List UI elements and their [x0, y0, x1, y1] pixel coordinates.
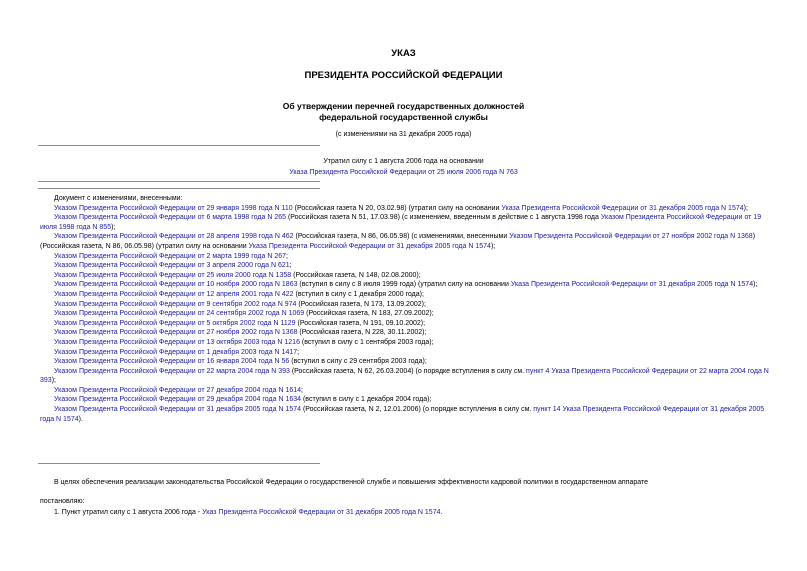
change-item: [40, 348, 770, 358]
change-item: [40, 319, 770, 329]
change-link[interactable]: Указа Президента Российской Федерации от 31 декабря 2005 года N 1574: [501, 204, 744, 212]
change-link[interactable]: Указом Президента Российской Федерации от 24 сентября 2002 года N 1069: [54, 310, 305, 318]
change-link[interactable]: пункт 4 Указа Президента Российской Федерации от 22 марта 2004 года N 393: [40, 367, 769, 385]
change-text: ).: [78, 415, 83, 423]
change-item: [40, 328, 770, 338]
change-item: [40, 261, 770, 271]
change-link[interactable]: пункт 14 Указа Президента Российской Федерации от 31 декабря 2005 года N 1574: [40, 406, 765, 423]
change-link[interactable]: Указом Президента Российской Федерации от 29 января 1998 года N 110: [54, 204, 293, 212]
change-link[interactable]: Указа Президента Российской Федерации от 31 декабря 2005 года N 1574: [510, 281, 754, 289]
change-link[interactable]: Указом Президента Российской Федерации от 12 апреля 2001 года N 422: [54, 290, 294, 298]
change-item: [40, 357, 770, 367]
change-text: );: [490, 242, 496, 250]
change-text: ;: [286, 252, 288, 260]
change-item: [40, 204, 770, 214]
point-1-text: 1. Пункт утратил силу с 1 августа 2006 года -: [54, 509, 203, 516]
change-link[interactable]: Указом Президента Российской Федерации от 9 сентября 2002 года N 974: [54, 300, 297, 308]
change-text: ) (Российская газета, N 86, 06.05.98) (утратил силу на основании: [40, 233, 756, 250]
change-text: ;: [301, 386, 303, 394]
change-text: );: [743, 204, 748, 212]
changes-list: [40, 204, 770, 425]
change-text: (Российская газета, N 62, 26.03.2004) (о порядке вступления в силу см.: [289, 367, 527, 375]
change-link[interactable]: Указом Президента Российской Федерации от 2 марта 1999 года N 267: [54, 252, 286, 260]
change-link[interactable]: Указом Президента Российской Федерации от 5 октября 2002 года N 1129: [54, 319, 296, 327]
change-text: ;: [297, 348, 300, 356]
document-subtitle: ПРЕЗИДЕНТА РОССИЙСКОЙ ФЕДЕРАЦИИ: [304, 70, 503, 81]
point-1: [40, 508, 770, 518]
change-link[interactable]: Указом Президента Российской Федерации от 27 ноября 2002 года N 1368: [54, 329, 298, 337]
change-link[interactable]: Указом Президента Российской Федерации от 6 марта 1998 года N 265: [54, 214, 286, 222]
change-text: (вступил в силу с 1 сентября 2003 года);: [299, 338, 434, 346]
change-link[interactable]: Указом Президента Российской Федерации от 22 марта 2004 года N 393: [54, 367, 290, 375]
point-1-link[interactable]: Указ Президента Российской Федерации от 31 декабря 2005 года N 1574: [202, 509, 441, 516]
change-text: (Российская газета, N 148, 02.08.2000);: [291, 271, 421, 279]
change-text: );: [753, 281, 758, 289]
change-item: [40, 213, 770, 232]
change-link[interactable]: Указом Президента Российской Федерации от 25 июля 2000 года N 1358: [54, 271, 292, 279]
divider: [38, 181, 320, 182]
change-link[interactable]: Указом Президента Российской Федерации от 19 июля 1998 года N 855: [40, 214, 762, 231]
change-item: [40, 252, 770, 262]
change-text: (Российская газета, N 86, 06.05.98) (с изменениями, внесенными: [293, 233, 510, 241]
change-text: (Российская газета, N 228, 30.11.2002);: [297, 329, 427, 337]
change-text: );: [51, 377, 56, 385]
change-link[interactable]: Указа Президента Российской Федерации от 31 декабря 2005 года N 1574: [248, 242, 491, 250]
change-item: [40, 405, 770, 424]
change-text: (Российская газета, N 173, 13.09.2002);: [296, 300, 426, 308]
change-text: (вступил в силу с 8 июля 1999 года) (утратил силу на основании: [297, 281, 511, 289]
subject-line-1: Об утверждении перечней государственных должностей: [282, 101, 525, 111]
change-item: [40, 386, 770, 396]
change-text: (Российская газета N 51, 17.03.98) (с изменением, введенным в действие с 1 августа 1998 года: [286, 214, 601, 222]
preamble-paragraph: [40, 478, 770, 488]
divider: [38, 145, 320, 146]
divider: [38, 463, 320, 464]
change-text: ;: [289, 262, 292, 270]
change-item: [40, 232, 770, 251]
change-link[interactable]: Указом Президента Российской Федерации от 28 апреля 1998 года N 462: [54, 233, 294, 241]
change-text: (Российская газета N 20, 03.02.98) (утратил силу на основании: [292, 204, 502, 212]
expired-note: Утратил силу с 1 августа 2006 года на основании: [323, 158, 484, 165]
subject-line-2: федеральной государственной службы: [319, 112, 488, 122]
preamble-text: В целях обеспечения реализации законодательства Российской Федерации о государственной службе и повышения эффективности кадровой политики в государственном аппарате: [54, 479, 649, 486]
expired-link[interactable]: Указа Президента Российской Федерации от 25 июля 2006 года N 763: [289, 169, 518, 176]
change-text: (вступил в силу с 1 декабря 2004 года);: [301, 396, 432, 404]
change-item: [40, 271, 770, 281]
change-link[interactable]: Указом Президента Российской Федерации от 1 декабря 2003 года N 1417: [54, 348, 298, 356]
change-link[interactable]: Указом Президента Российской Федерации от 16 января 2004 года N 56: [54, 358, 290, 366]
point-1-end: .: [440, 509, 443, 516]
revision-note: (с изменениями на 31 декабря 2005 года): [335, 131, 472, 138]
change-link[interactable]: Указом Президента Российской Федерации от 13 октября 2003 года N 1216: [54, 338, 300, 346]
change-text: (вступил в силу с 1 декабря 2000 года);: [293, 290, 424, 298]
changes-heading: Документ с изменениями, внесенными:: [54, 195, 183, 202]
change-link[interactable]: Указом Президента Российской Федерации от 27 декабря 2004 года N 1614: [54, 386, 302, 394]
change-item: [40, 280, 770, 290]
changes-section: [40, 194, 770, 424]
change-text: );: [111, 223, 116, 231]
change-item: [40, 300, 770, 310]
change-text: (Российская газета, N 2, 12.01.2006) (о порядке вступления в силу см.: [301, 406, 534, 414]
change-item: [40, 338, 770, 348]
change-item: [40, 395, 770, 405]
decree-word: постановляю:: [40, 498, 85, 505]
change-item: [40, 290, 770, 300]
change-link[interactable]: Указом Президента Российской Федерации от 10 ноября 2000 года N 1863: [54, 281, 298, 289]
change-text: (Российская газета, N 191, 09.10.2002);: [295, 319, 426, 327]
change-link[interactable]: Указом Президента Российской Федерации от 31 декабря 2005 года N 1574: [54, 406, 302, 414]
change-item: [40, 309, 770, 319]
divider: [38, 188, 320, 189]
change-text: (вступил в силу с 29 сентября 2003 года);: [289, 358, 427, 366]
document-title: УКАЗ: [391, 48, 416, 59]
change-link[interactable]: Указом Президента Российской Федерации от 27 ноября 2002 года N 1368: [509, 233, 753, 241]
change-link[interactable]: Указом Президента Российской Федерации от 29 декабря 2004 года N 1634: [54, 396, 302, 404]
change-link[interactable]: Указом Президента Российской Федерации от 3 апреля 2000 года N 621: [54, 262, 290, 270]
change-item: [40, 367, 770, 386]
expired-link-line: [0, 169, 807, 176]
change-text: (Российская газета, N 183, 27.09.2002);: [304, 310, 434, 318]
